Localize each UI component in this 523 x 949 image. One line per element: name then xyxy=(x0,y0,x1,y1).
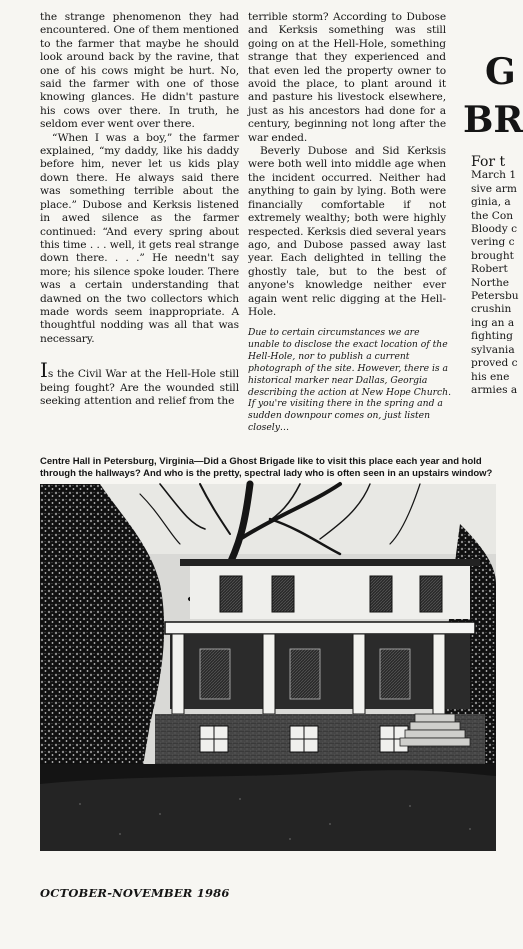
article-column-2 xyxy=(248,11,446,319)
caption-line: Centre Hall in Petersburg, Virginia—Did a Ghost Brigade like to visit this place each year and hold xyxy=(40,456,482,467)
editor-note: Due to certain circumstances we are unable to disclose the exact location of the Hell-Hole, nor to publish a current photograph of the site. However, there is a historical marker near Dallas, Georgia describing the action at New Hope Church. If you're visiting there in the spring and a sudden downpour comes on, just listen closely… xyxy=(248,327,452,434)
paragraph: terrible storm? According to Dubose and Kerksis something was still going on at the Hell-Hole, something strange that they experienced and that even led the property owner to avoid the place, to plant around it and pasture his livestock elsewhere, just as his ancestors had done for a century, beginning not long after the war ended. xyxy=(248,11,446,144)
line: sive arm xyxy=(471,182,517,195)
centre-hall-photo-illustration xyxy=(40,484,496,851)
line: his ene xyxy=(471,370,510,383)
line: vering c xyxy=(471,236,515,249)
paragraph xyxy=(40,358,239,408)
paragraph: the strange phenomenon they had encountered. One of them mentioned to the farmer that maybe he should look around back by the ravine, that one of his cows might be hurt. No, said the farmer with one of those knowing glances. He didn't pasture his cows over there. In truth, he seldom ever went over there. xyxy=(40,11,239,131)
paragraph: Beverly Dubose and Sid Kerksis were both well into middle age when the incident occurred. Neither had anything to gain by lying. Both were financially comfortable if not extremely wealthy; both were highly respected. Kerksis died several years ago, and Dubose passed away last year. Each delighted in telling the ghostly tale, but to the best of anyone's knowledge neither ever again went relic digging at the Hell-Hole. xyxy=(248,145,446,318)
adjacent-headline-line-2: BR xyxy=(463,99,523,141)
paragraph: “When I was a boy,” the farmer explained, “my daddy, like his daddy before him, never let us kids play down there. He always said there was something terrible about the place.” Dubose and Kerksis listened in awed silence as the farmer continued: “And every spring about this time . . . well, it gets real strange down there. . . .” He needn't say more; his silence spoke louder. There was a certain understanding that dawned on the two collectors which made words seem inappropriate. A thoughtful nodding was all that was necessary. xyxy=(40,131,239,345)
line: Northe xyxy=(471,276,510,289)
line: proved c xyxy=(471,357,518,370)
photo-caption xyxy=(40,456,520,480)
line: crushin xyxy=(471,303,512,316)
line: the Con xyxy=(471,209,514,222)
issue-date-footer: OCTOBER-NOVEMBER 1986 xyxy=(40,886,230,900)
line: Robert xyxy=(471,263,508,276)
line: sylvania xyxy=(471,343,515,356)
line: March 1 xyxy=(471,169,517,182)
line: fighting xyxy=(471,330,513,343)
adjacent-headline-line-1: G xyxy=(485,51,516,93)
line: armies a xyxy=(471,383,518,396)
line: ginia, a xyxy=(471,196,511,209)
line: ing an a xyxy=(471,316,515,329)
line: For t xyxy=(471,154,506,170)
house-photo xyxy=(40,484,496,851)
adjacent-body-text xyxy=(471,156,519,397)
line: Bloody c xyxy=(471,223,517,236)
line: brought xyxy=(471,249,514,262)
article-column-1 xyxy=(40,11,239,408)
paragraph-text: s the Civil War at the Hell-Hole still being fought? Are the wounded still seeking attention and relief from the xyxy=(40,368,239,407)
caption-line: through the hallways? And who is the pretty, spectral lady who is often seen in an upstairs window? xyxy=(40,468,493,480)
drop-cap: I xyxy=(40,358,48,383)
adjacent-article-clipped xyxy=(458,0,523,450)
line: Petersbu xyxy=(471,290,519,303)
